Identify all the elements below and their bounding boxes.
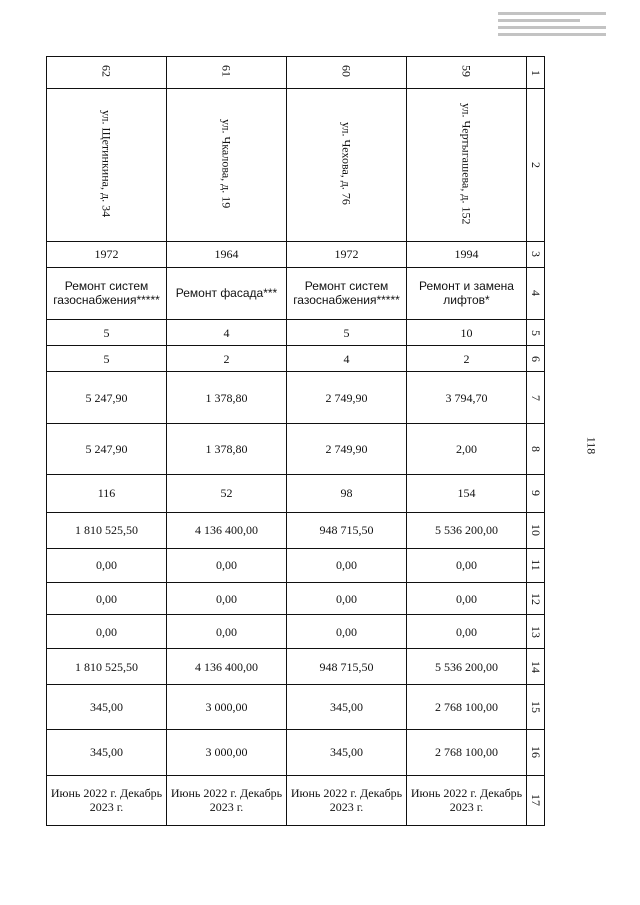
table-cell: Июнь 2022 г. Декабрь 2023 г. <box>287 775 407 825</box>
row-index: 4 <box>527 267 545 319</box>
table-cell: 2 <box>167 346 287 372</box>
table-cell: 52 <box>167 474 287 512</box>
table-cell: Ремонт и замена лифтов* <box>407 267 527 319</box>
row-index: 12 <box>527 583 545 615</box>
table-row <box>47 615 545 649</box>
table-cell: 4 <box>287 346 407 372</box>
table-cell: 5 247,90 <box>47 424 167 474</box>
row-index: 14 <box>527 649 545 685</box>
table-cell: 1972 <box>47 241 167 267</box>
table-cell: 5 <box>47 346 167 372</box>
table-cell: 2 749,90 <box>287 372 407 424</box>
row-index: 2 <box>527 89 545 242</box>
table-cell: 0,00 <box>167 583 287 615</box>
table-cell: 1 378,80 <box>167 424 287 474</box>
table-cell: 345,00 <box>287 729 407 775</box>
table-cell: 98 <box>287 474 407 512</box>
table-row <box>47 775 545 825</box>
table-cell: 1 810 525,50 <box>47 649 167 685</box>
table-cell: 948 715,50 <box>287 649 407 685</box>
table-cell: 1 810 525,50 <box>47 512 167 548</box>
row-index: 11 <box>527 548 545 582</box>
table-cell: 2 749,90 <box>287 424 407 474</box>
table-cell: 0,00 <box>407 615 527 649</box>
repair-schedule-table <box>46 56 545 826</box>
table-row <box>47 241 545 267</box>
table-cell: Ремонт систем газоснабжения***** <box>47 267 167 319</box>
table-row <box>47 512 545 548</box>
table-cell: 0,00 <box>407 583 527 615</box>
table-row <box>47 649 545 685</box>
table-cell: 0,00 <box>287 583 407 615</box>
address-cell: ул. Чкалова, д. 19 <box>167 89 287 242</box>
table-cell: Ремонт систем газоснабжения***** <box>287 267 407 319</box>
row-index: 1 <box>527 57 545 89</box>
column-number-cell: 62 <box>47 57 167 89</box>
table-row <box>47 372 545 424</box>
row-index: 3 <box>527 241 545 267</box>
column-number-cell: 61 <box>167 57 287 89</box>
table-row <box>47 729 545 775</box>
table-row <box>47 548 545 582</box>
header-row-addresses <box>47 89 545 242</box>
table-cell: 1964 <box>167 241 287 267</box>
table-cell: 4 136 400,00 <box>167 649 287 685</box>
row-index: 8 <box>527 424 545 474</box>
address-cell: ул. Чехова, д. 76 <box>287 89 407 242</box>
row-index: 16 <box>527 729 545 775</box>
table-row <box>47 474 545 512</box>
table-cell: 5 536 200,00 <box>407 649 527 685</box>
table-cell: 0,00 <box>167 615 287 649</box>
approval-stamp <box>494 8 610 44</box>
table-cell: 4 <box>167 320 287 346</box>
row-index: 5 <box>527 320 545 346</box>
table-cell: Ремонт фасада*** <box>167 267 287 319</box>
table-cell: 0,00 <box>47 615 167 649</box>
table-row <box>47 346 545 372</box>
header-row-numbers <box>47 57 545 89</box>
table-cell: 1994 <box>407 241 527 267</box>
table-cell: 948 715,50 <box>287 512 407 548</box>
table-row <box>47 583 545 615</box>
table-cell: 2 768 100,00 <box>407 685 527 729</box>
table-cell: 345,00 <box>287 685 407 729</box>
table-cell: 0,00 <box>407 548 527 582</box>
table-row <box>47 320 545 346</box>
table-cell: 0,00 <box>47 548 167 582</box>
column-number-cell: 60 <box>287 57 407 89</box>
table-cell: 2 <box>407 346 527 372</box>
table-cell: 154 <box>407 474 527 512</box>
table-cell: 4 136 400,00 <box>167 512 287 548</box>
table-cell: 5 536 200,00 <box>407 512 527 548</box>
row-index: 15 <box>527 685 545 729</box>
table-cell: Июнь 2022 г. Декабрь 2023 г. <box>167 775 287 825</box>
table-cell: Июнь 2022 г. Декабрь 2023 г. <box>407 775 527 825</box>
table-cell: 2 768 100,00 <box>407 729 527 775</box>
table-cell: 1972 <box>287 241 407 267</box>
table-cell: 10 <box>407 320 527 346</box>
row-index: 10 <box>527 512 545 548</box>
row-index: 9 <box>527 474 545 512</box>
table-row <box>47 424 545 474</box>
row-index: 7 <box>527 372 545 424</box>
table-cell: 3 794,70 <box>407 372 527 424</box>
table-cell: 0,00 <box>287 615 407 649</box>
table-row <box>47 267 545 319</box>
table-cell: 0,00 <box>287 548 407 582</box>
row-index: 6 <box>527 346 545 372</box>
table-cell: 0,00 <box>167 548 287 582</box>
table-cell: 0,00 <box>47 583 167 615</box>
table-cell: 3 000,00 <box>167 729 287 775</box>
column-number-cell: 59 <box>407 57 527 89</box>
table-cell: 3 000,00 <box>167 685 287 729</box>
address-cell: ул. Чертыгашева, д. 152 <box>407 89 527 242</box>
table-cell: 2,00 <box>407 424 527 474</box>
table-cell: Июнь 2022 г. Декабрь 2023 г. <box>47 775 167 825</box>
table-cell: 116 <box>47 474 167 512</box>
row-index: 13 <box>527 615 545 649</box>
table-cell: 345,00 <box>47 729 167 775</box>
table-cell: 5 <box>287 320 407 346</box>
table-cell: 5 247,90 <box>47 372 167 424</box>
page-number: 118 <box>584 436 599 455</box>
table-row <box>47 685 545 729</box>
table-cell: 1 378,80 <box>167 372 287 424</box>
table-cell: 345,00 <box>47 685 167 729</box>
row-index: 17 <box>527 775 545 825</box>
address-cell: ул. Щетинкина, д. 34 <box>47 89 167 242</box>
table-cell: 5 <box>47 320 167 346</box>
